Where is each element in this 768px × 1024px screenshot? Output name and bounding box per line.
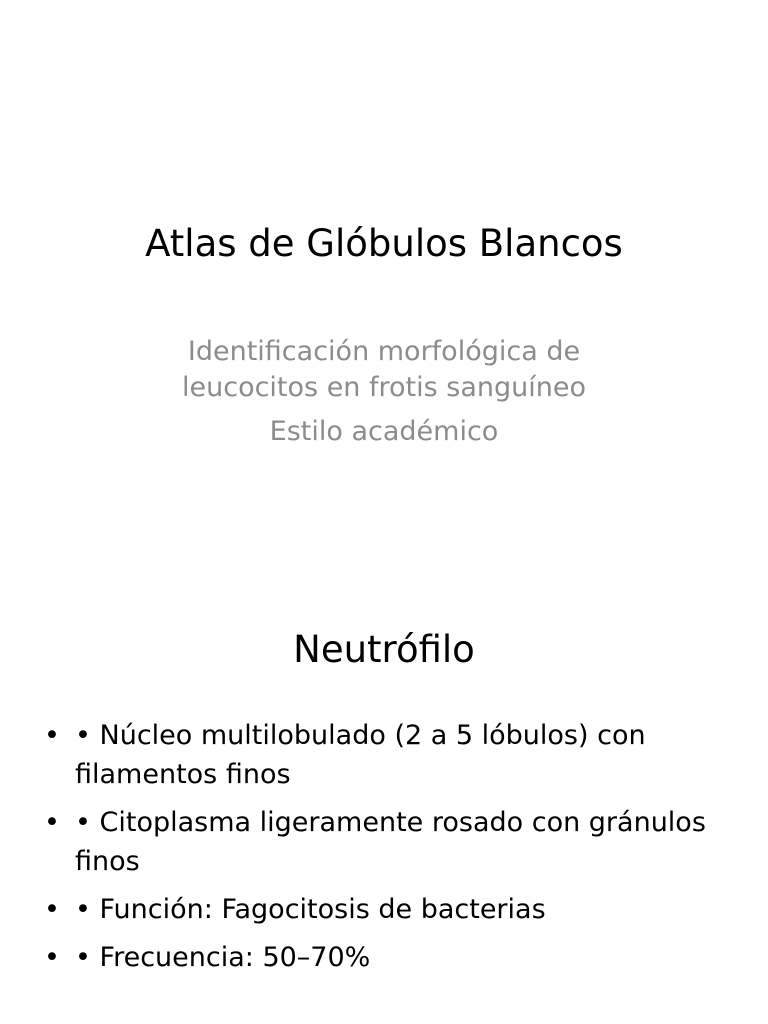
bullet-icon: • [44, 894, 60, 925]
presentation-title: Atlas de Glóbulos Blancos [145, 222, 623, 265]
list-item-text: • Núcleo multilobulado (2 a 5 lóbulos) con filamentos finos [75, 720, 646, 790]
presentation-subtitle [0, 334, 768, 450]
list-item [44, 938, 734, 977]
bullet-icon: • [44, 720, 60, 751]
slide-title: Neutrófilo [293, 628, 475, 671]
subtitle-line: Identificación morfológica de [187, 336, 581, 367]
list-item-text: • Citoplasma ligeramente rosado con gránulos finos [75, 807, 706, 877]
list-item-text: • Función: Fagocitosis de bacterias [75, 894, 546, 925]
bullet-icon: • [44, 942, 60, 973]
bullet-list [44, 716, 734, 986]
bullet-icon: • [44, 807, 60, 838]
subtitle-line: Estilo académico [269, 416, 499, 447]
subtitle-line: leucocitos en frotis sanguíneo [182, 372, 586, 403]
list-item [44, 716, 734, 794]
list-item-text: • Frecuencia: 50–70% [75, 942, 371, 973]
list-item [44, 803, 734, 881]
content-slide [0, 512, 768, 1024]
list-item [44, 890, 734, 929]
